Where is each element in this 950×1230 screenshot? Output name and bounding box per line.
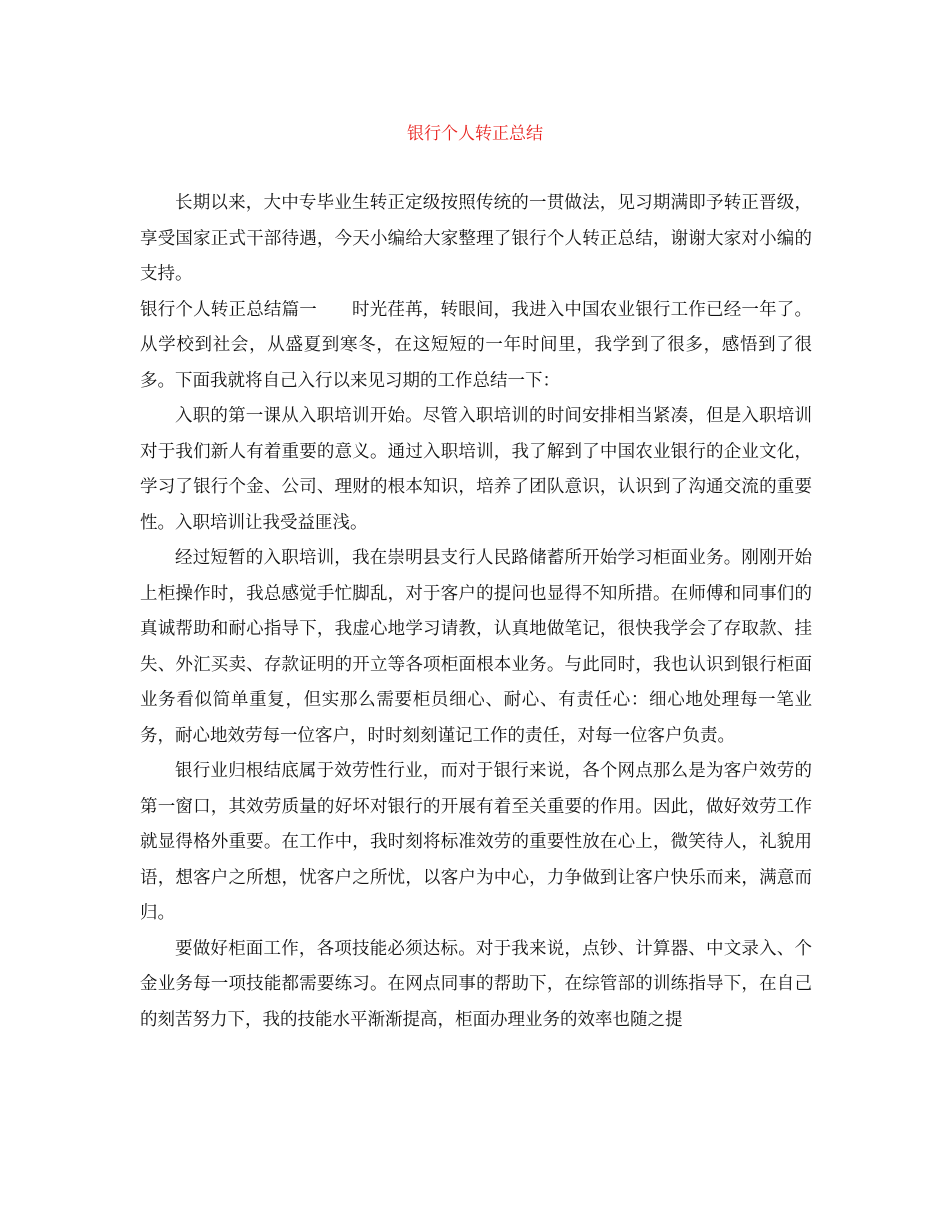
body-paragraph: 银行业归根结底属于效劳性行业，而对于银行来说，各个网点那么是为客户效劳的第一窗口，其效劳质量的好坏对银行的开展有着至关重要的作用。因此，做好效劳工作就显得格外重要。在工作中，我时刻将标准效劳的重要性放在心上，微笑待人，礼貌用语，想客户之所想，忧客户之所忧，以客户为中心，力争做到让客户快乐而来，满意而归。 bbox=[140, 761, 812, 923]
section-first-paragraph bbox=[140, 293, 812, 400]
document-body bbox=[140, 186, 812, 1038]
body-paragraph: 要做好柜面工作，各项技能必须达标。对于我来说，点钞、计算器、中文录入、个金业务每一项技能都需要练习。在网点同事的帮助下，在综管部的训练指导下，在自己的刻苦努力下，我的技能水平渐渐提高，柜面办理业务的效率也随之提 bbox=[140, 938, 812, 1030]
body-paragraph: 入职的第一课从入职培训开始。尽管入职培训的时间安排相当紧凑，但是入职培训对于我们新人有着重要的意义。通过入职培训，我了解到了中国农业银行的企业文化，学习了银行个金、公司、理财的根本知识，培养了团队意识，认识到了沟通交流的重要性。入职培训让我受益匪浅。 bbox=[140, 406, 812, 533]
section-heading: 银行个人转正总结篇一 bbox=[140, 299, 317, 320]
section-first-text: 时光荏苒，转眼间，我进入中国农业银行工作已经一年了。从学校到社会，从盛夏到寒冬，在这短短的一年时间里，我学到了很多，感悟到了很多。下面我就将自己入行以来见习期的工作总结一下： bbox=[140, 299, 812, 391]
document-title: 银行个人转正总结 bbox=[407, 124, 543, 144]
intro-paragraph: 长期以来，大中专毕业生转正定级按照传统的一贯做法，见习期满即予转正晋级，享受国家正式干部待遇，今天小编给大家整理了银行个人转正总结，谢谢大家对小编的支持。 bbox=[140, 193, 812, 284]
body-paragraph: 经过短暂的入职培训，我在崇明县支行人民路储蓄所开始学习柜面业务。刚刚开始上柜操作时，我总感觉手忙脚乱，对于客户的提问也显得不知所措。在师傅和同事们的真诚帮助和耐心指导下，我虚心地学习请教，认真地做笔记，很快我学会了存取款、挂失、外汇买卖、存款证明的开立等各项柜面根本业务。与此同时，我也认识到银行柜面业务看似简单重复，但实那么需要柜员细心、耐心、有责任心：细心地处理每一笔业务，耐心地效劳每一位客户，时时刻刻谨记工作的责任，对每一位客户负责。 bbox=[140, 548, 812, 746]
